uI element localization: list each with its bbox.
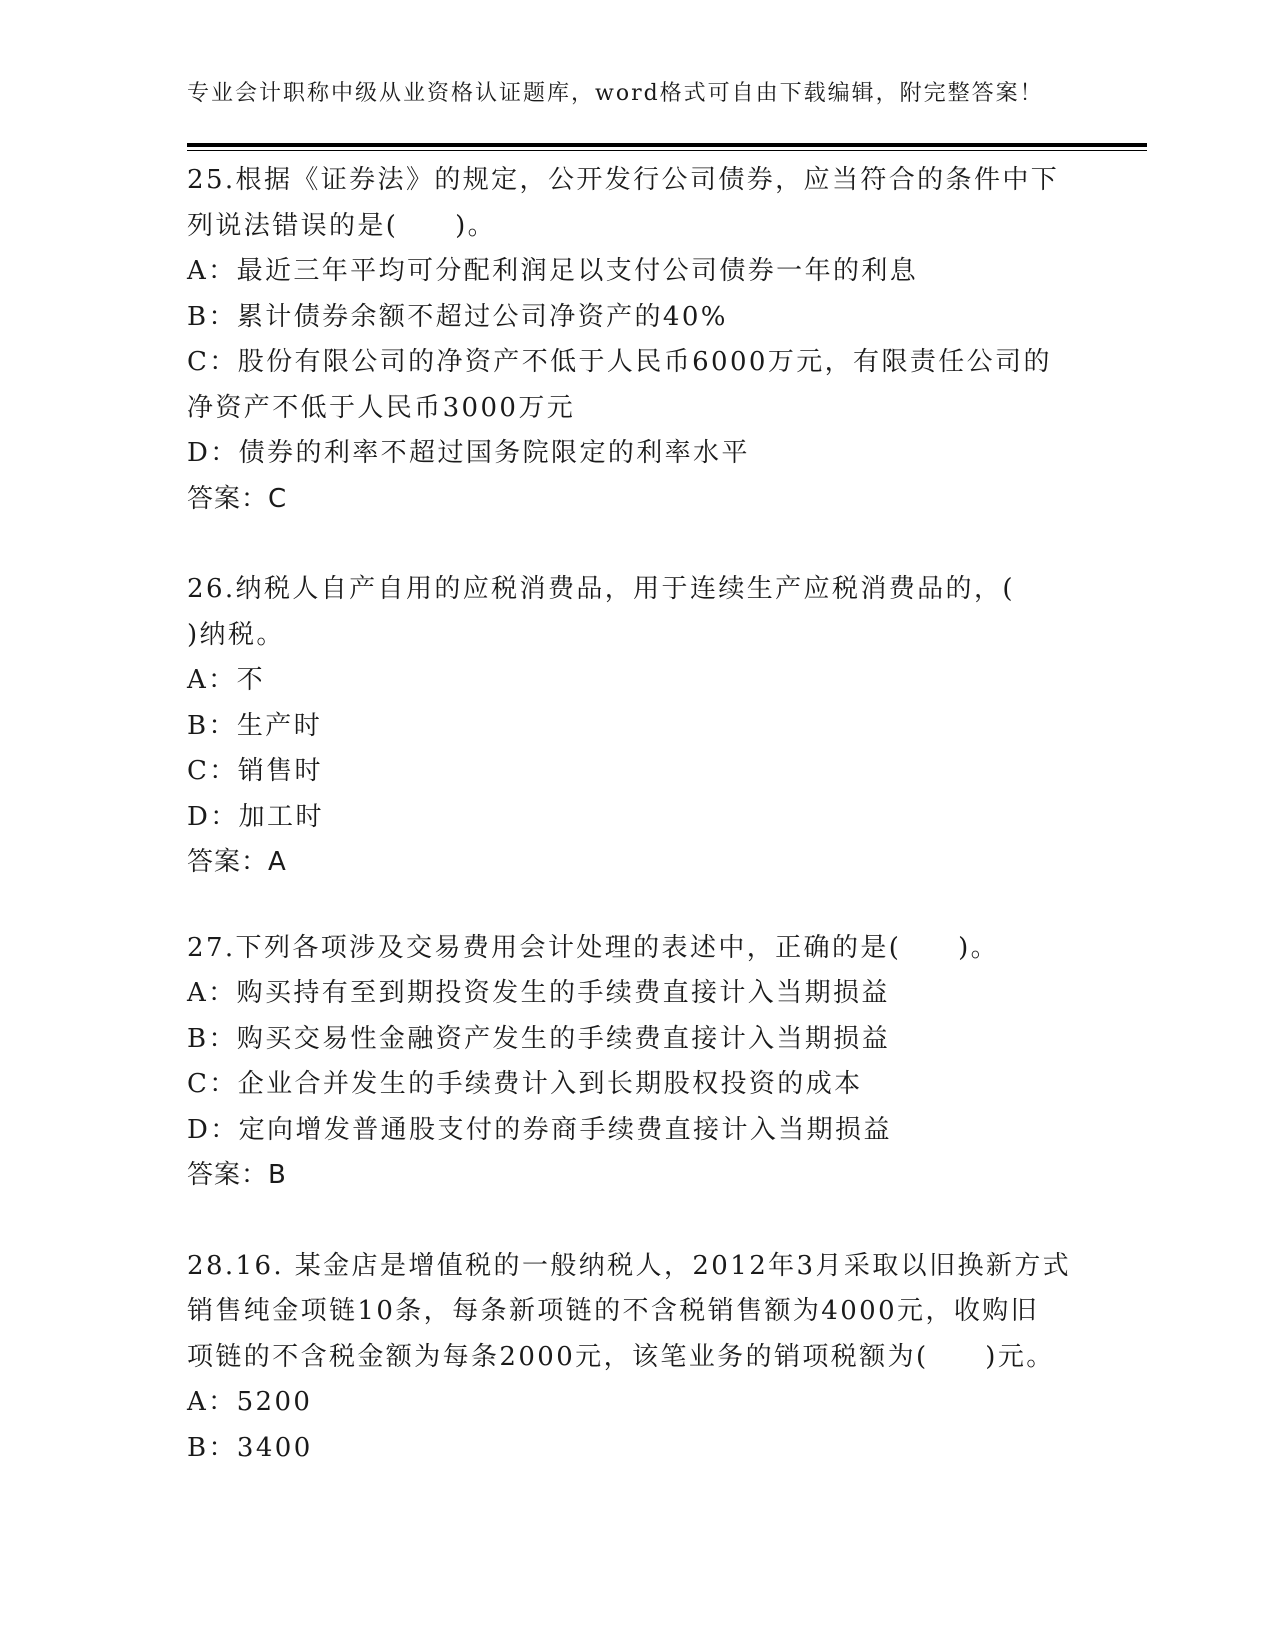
question-gap: [187, 522, 1087, 567]
option-a: A：最近三年平均可分配利润足以支付公司债券一年的利息: [187, 256, 919, 286]
question-stem-line: 28.16. 某金店是增值税的一般纳税人，2012年3月采取以旧换新方式: [187, 1250, 1072, 1281]
option-c-continued: 净资产不低于人民币3000万元: [187, 392, 576, 423]
question-stem-line: 销售纯金项链10条，每条新项链的不含税销售额为4000元，收购旧: [187, 1296, 1040, 1326]
answer-label: 答案：C: [187, 483, 288, 514]
option-c: C：企业合并发生的手续费计入到长期股权投资的成本: [187, 1069, 863, 1099]
question-stem-line: 27.下列各项涉及交易费用会计处理的表述中，正确的是( )。: [187, 932, 1000, 963]
header-rule-thick: [187, 143, 1147, 147]
question-stem-line: )纳税。: [187, 619, 285, 650]
question-stem-line: 25.根据《证券法》的规定，公开发行公司债券，应当符合的条件中下: [187, 165, 1060, 195]
question-gap: [187, 886, 1087, 926]
answer-label: 答案：B: [187, 1160, 287, 1190]
header-rule-thin: [187, 150, 1147, 151]
option-b: B：购买交易性金融资产发生的手续费直接计入当期损益: [187, 1023, 891, 1054]
option-a: A：不: [187, 665, 265, 695]
option-c: C：股份有限公司的净资产不低于人民币6000万元，有限责任公司的: [187, 347, 1052, 377]
option-b: B：3400: [187, 1432, 313, 1463]
option-c: C：销售时: [187, 756, 323, 786]
question-27: [187, 926, 1087, 1199]
option-a: A：5200: [187, 1387, 313, 1417]
option-d: D：加工时: [187, 801, 324, 832]
question-stem-line: 项链的不含税金额为每条2000元，该笔业务的销项税额为( )元。: [187, 1341, 1055, 1372]
question-stem-line: 26.纳税人自产自用的应税消费品，用于连续生产应税消费品的，(: [187, 574, 1015, 604]
option-b: B：累计债券余额不超过公司净资产的40%: [187, 301, 728, 332]
document-header: 专业会计职称中级从业资格认证题库，word格式可自由下载编辑，附完整答案！: [187, 81, 1044, 106]
option-d: D：债券的利率不超过国务院限定的利率水平: [187, 438, 750, 468]
question-gap: [187, 1199, 1087, 1244]
question-28: [187, 1244, 1087, 1472]
question-25: [187, 158, 1087, 522]
question-list: [187, 158, 1087, 1471]
question-26: [187, 567, 1087, 886]
option-a: A：购买持有至到期投资发生的手续费直接计入当期损益: [187, 978, 890, 1008]
option-b: B：生产时: [187, 710, 323, 741]
question-stem-line: 列说法错误的是( )。: [187, 210, 497, 241]
answer-label: 答案：A: [187, 847, 287, 877]
option-d: D：定向增发普通股支付的券商手续费直接计入当期损益: [187, 1114, 892, 1145]
